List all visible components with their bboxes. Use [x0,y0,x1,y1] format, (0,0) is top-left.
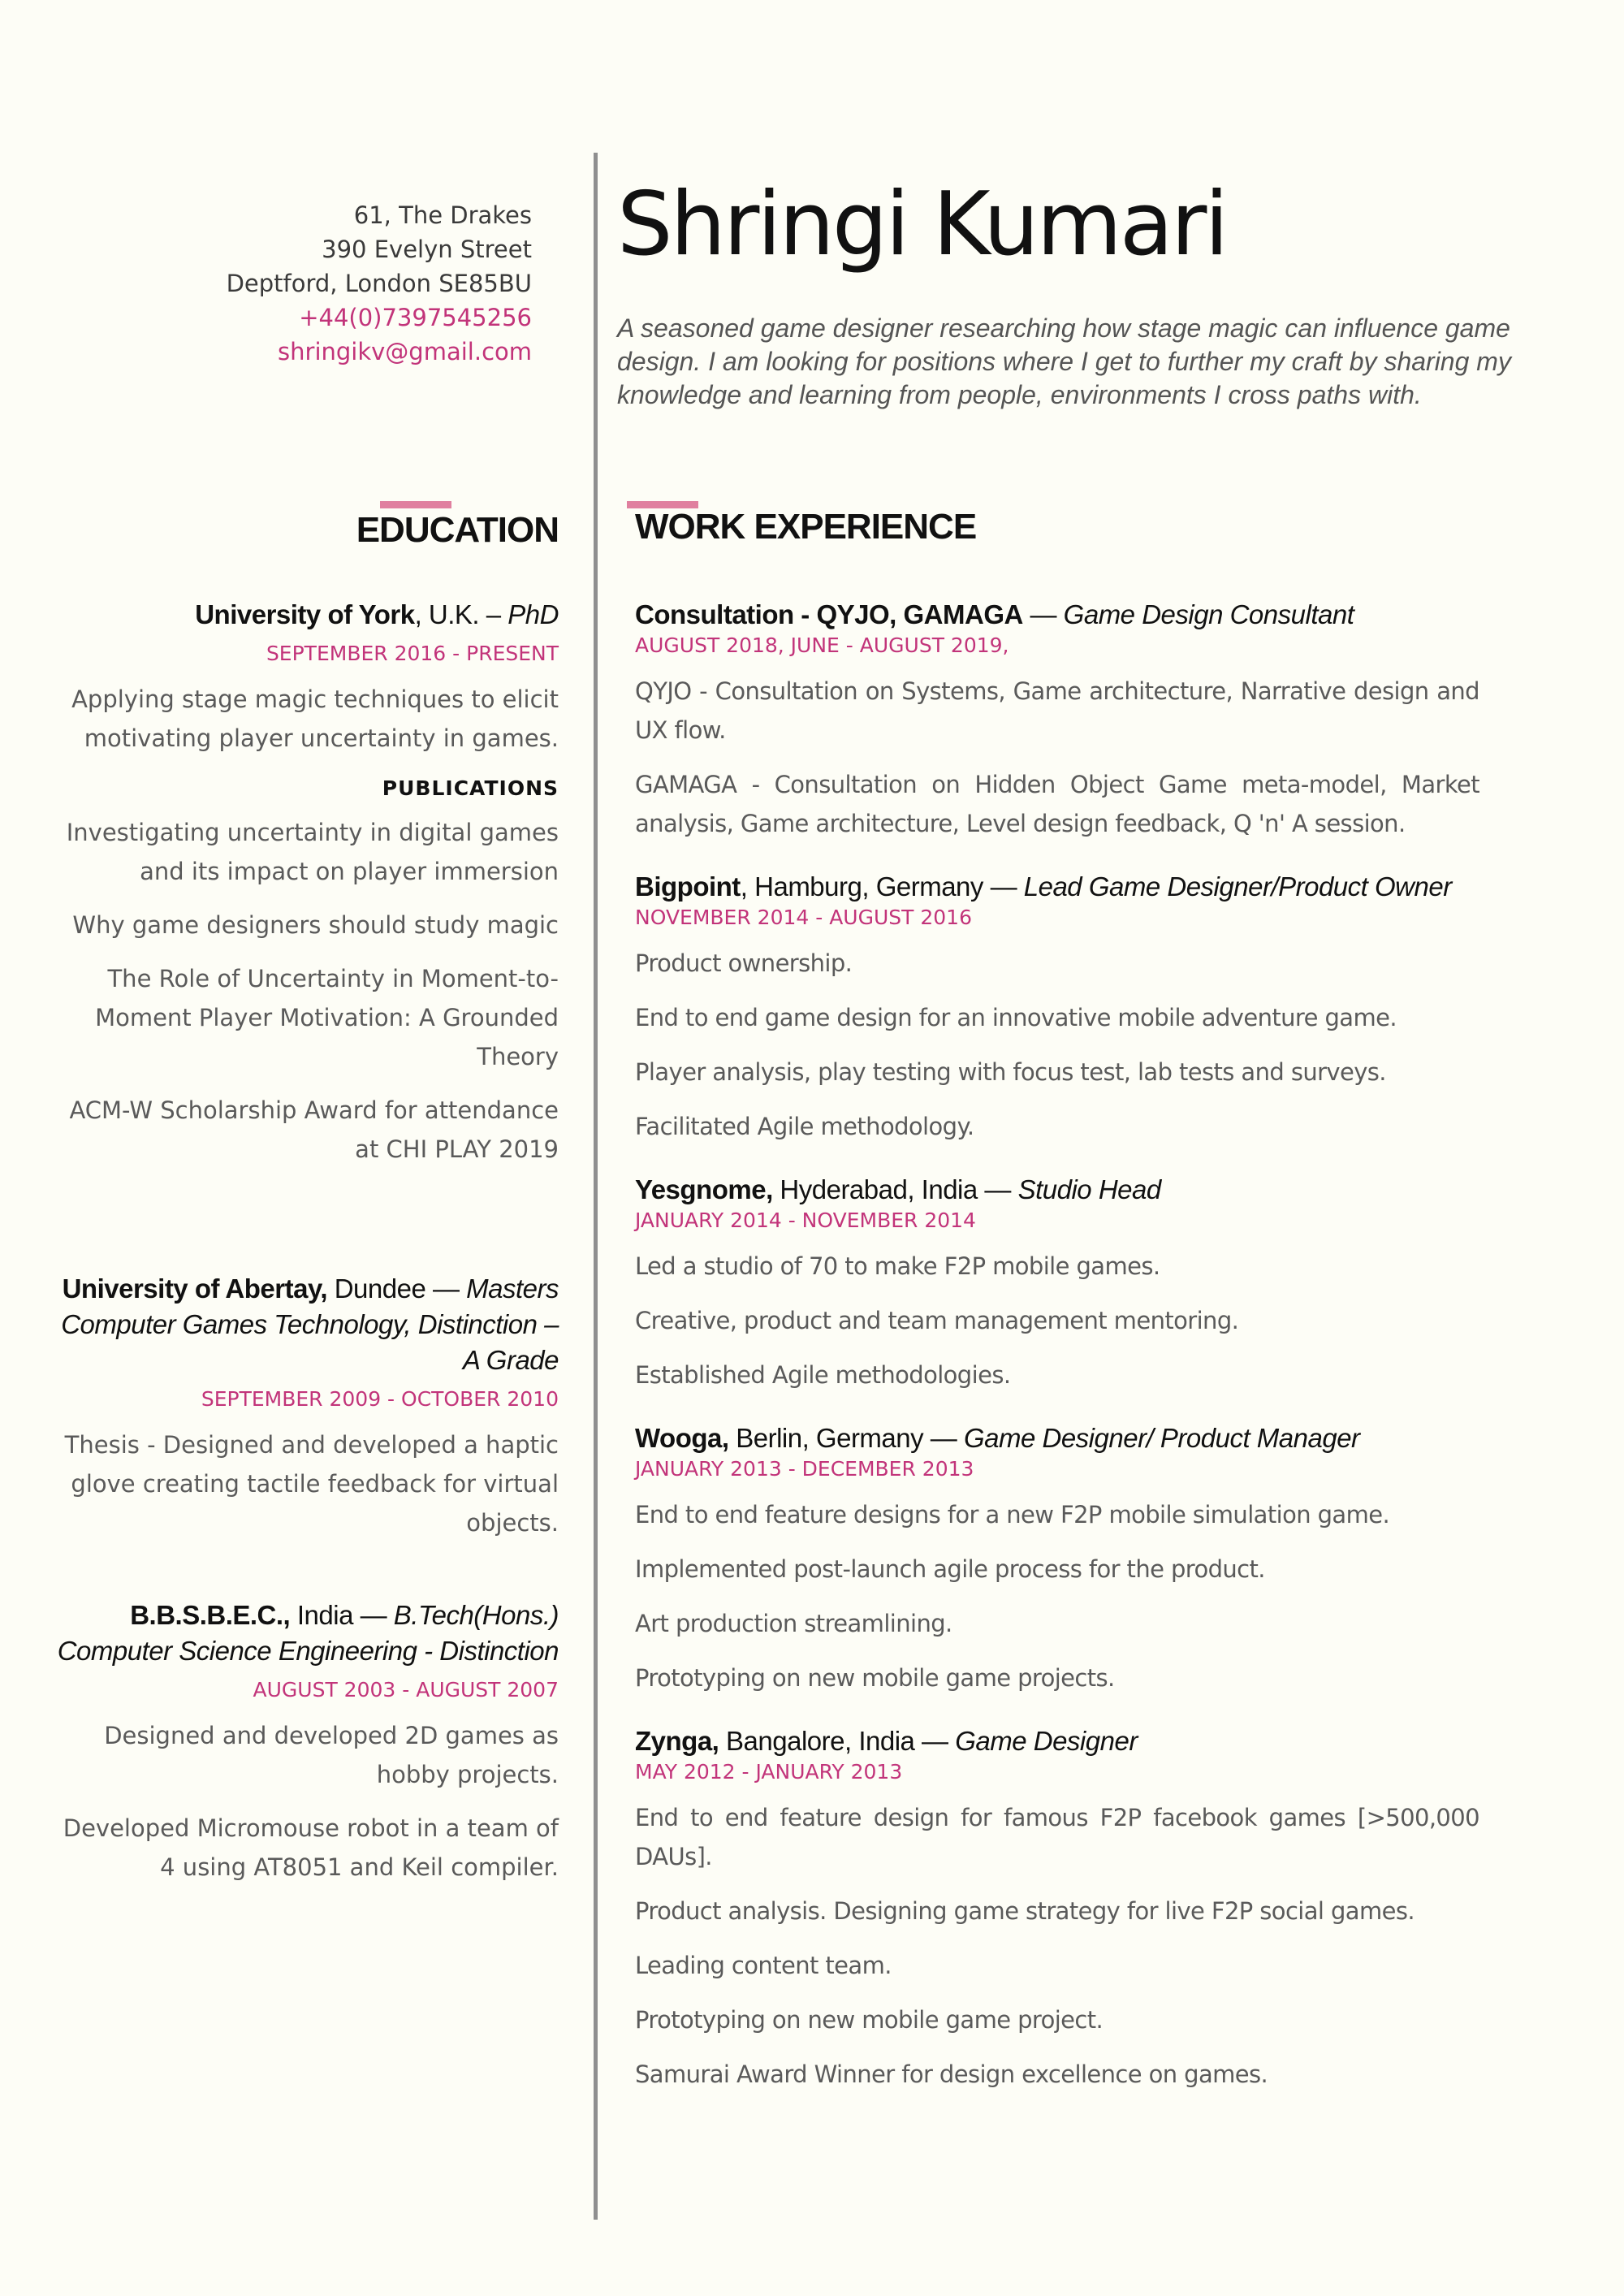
degree: PhD [508,599,559,629]
job-item: Product ownership. [635,949,853,977]
company-name: Bigpoint [635,871,741,902]
email-link[interactable]: shringikv@gmail.com [278,338,532,365]
institution-name: B.B.S.B.E.C., [130,1600,291,1630]
award-item: ACM-W Scholarship Award for attendance at CHI PLAY 2019 [69,1096,559,1163]
job-item: End to end game design for an innovative mobile adventure game. [635,1004,1397,1031]
job-entry [635,869,1479,1146]
education-entry [55,597,559,1169]
job-role: Game Designer/ Product Manager [963,1423,1360,1453]
job-item: Player analysis, play testing with focus test, lab tests and surveys. [635,1058,1386,1086]
education-dates: SEPTEMBER 2016 - PRESENT [266,642,559,665]
job-item: Creative, product and team management mentoring. [635,1307,1239,1334]
publication-item: Why game designers should study magic [72,911,559,939]
education-dates: AUGUST 2003 - AUGUST 2007 [253,1678,559,1701]
degree: B.Tech(Hons.) Computer Science Engineering - Distinction [57,1600,559,1666]
address-line-2: 390 Evelyn Street [322,236,532,263]
job-title [635,1172,1479,1208]
phone-link[interactable]: +44(0)7397545256 [299,304,532,331]
company-location: Berlin, Germany — [728,1423,964,1453]
company-location: — [1022,599,1064,629]
job-role: Studio Head [1017,1174,1161,1204]
job-item: QYJO - Consultation on Systems, Game architecture, Narrative design and UX flow. [635,677,1479,744]
summary-text: A seasoned game designer researching how stage magic can influence game design. I am looking for positions where I get to further my craft by sharing my knowledge and learning from people, environments I cross paths with. [617,313,1511,409]
company-location: Bangalore, India — [719,1726,956,1756]
publications-heading: PUBLICATIONS [382,776,559,800]
institution-name: University of Abertay, [62,1273,328,1304]
education-description: Developed Micromouse robot in a team of 4 using AT8051 and Keil compiler. [63,1814,559,1881]
job-entry [635,1420,1479,1697]
address-line-3: Deptford, London SE85BU [226,270,532,297]
job-item: Samurai Award Winner for design excellence on games. [635,2060,1268,2088]
job-item: End to end feature design for famous F2P facebook games [>500,000 DAUs]. [635,1804,1479,1870]
job-item: Facilitated Agile methodology. [635,1113,974,1140]
degree: Masters Computer Games Technology, Distinction – A Grade [61,1273,559,1375]
publication-item: The Role of Uncertainty in Moment-to-Moment Player Motivation: A Grounded Theory [95,965,559,1070]
company-location: Hyderabad, India — [772,1174,1018,1204]
contact-block [227,198,532,369]
education-title [55,597,559,633]
company-name: Consultation - QYJO, GAMAGA [635,599,1023,629]
job-role: Game Design Consultant [1063,599,1354,629]
institution-name: University of York [195,599,415,629]
job-item: Prototyping on new mobile game project. [635,2006,1104,2034]
job-role: Game Designer [955,1726,1138,1756]
company-name: Yesgnome, [635,1174,773,1204]
education-description: Thesis - Designed and developed a haptic glove creating tactile feedback for virtual objects. [64,1431,559,1537]
job-item: End to end feature designs for a new F2P mobile simulation game. [635,1501,1390,1529]
education-entry [55,1271,559,1542]
company-name: Zynga, [635,1726,719,1756]
publication-item: Investigating uncertainty in digital games and its impact on player immersion [66,819,559,885]
education-entry [55,1598,559,1887]
job-title [635,869,1479,905]
education-dates: SEPTEMBER 2009 - OCTOBER 2010 [201,1387,559,1411]
address-line-1: 61, The Drakes [353,201,532,229]
education-title [55,1598,559,1669]
job-item: Art production streamlining. [635,1610,952,1637]
job-item: GAMAGA - Consultation on Hidden Object Game meta-model, Market analysis, Game architecture, Level design feedback, Q 'n' A session. [635,771,1479,837]
job-item: Implemented post-launch agile process for the product. [635,1555,1265,1583]
column-divider [594,153,598,2220]
company-location: , Hamburg, Germany — [740,871,1024,902]
job-dates: MAY 2012 - JANUARY 2013 [635,1760,903,1784]
work-column [635,597,1479,2109]
job-item: Established Agile methodologies. [635,1361,1011,1389]
job-entry [635,597,1479,843]
institution-location: India — [290,1600,394,1630]
job-title [635,1420,1479,1456]
education-description: Applying stage magic techniques to elicit motivating player uncertainty in games. [71,685,559,752]
education-description: Designed and developed 2D games as hobby projects. [104,1722,559,1788]
education-title [55,1271,559,1378]
job-dates: JANUARY 2013 - DECEMBER 2013 [635,1457,974,1481]
job-entry [635,1172,1479,1394]
education-accent-bar [380,501,451,508]
company-name: Wooga, [635,1423,729,1453]
education-heading: EDUCATION [356,510,559,550]
job-role: Lead Game Designer/Product Owner [1023,871,1452,902]
job-dates: JANUARY 2014 - NOVEMBER 2014 [635,1209,976,1232]
job-item: Product analysis. Designing game strategy for live F2P social games. [635,1897,1415,1925]
job-item: Led a studio of 70 to make F2P mobile games. [635,1252,1160,1280]
job-entry [635,1723,1479,2094]
job-item: Prototyping on new mobile game projects. [635,1664,1115,1692]
institution-location: , U.K. – [414,599,508,629]
job-title [635,597,1479,633]
work-experience-heading: WORK EXPERIENCE [635,507,977,547]
job-item: Leading content team. [635,1952,892,1979]
page-title: Shringi Kumari [617,174,1227,275]
education-column [55,597,559,1901]
job-title [635,1723,1479,1759]
institution-location: Dundee — [327,1273,467,1304]
job-dates: NOVEMBER 2014 - AUGUST 2016 [635,906,972,929]
job-dates: AUGUST 2018, JUNE - AUGUST 2019, [635,633,1009,657]
